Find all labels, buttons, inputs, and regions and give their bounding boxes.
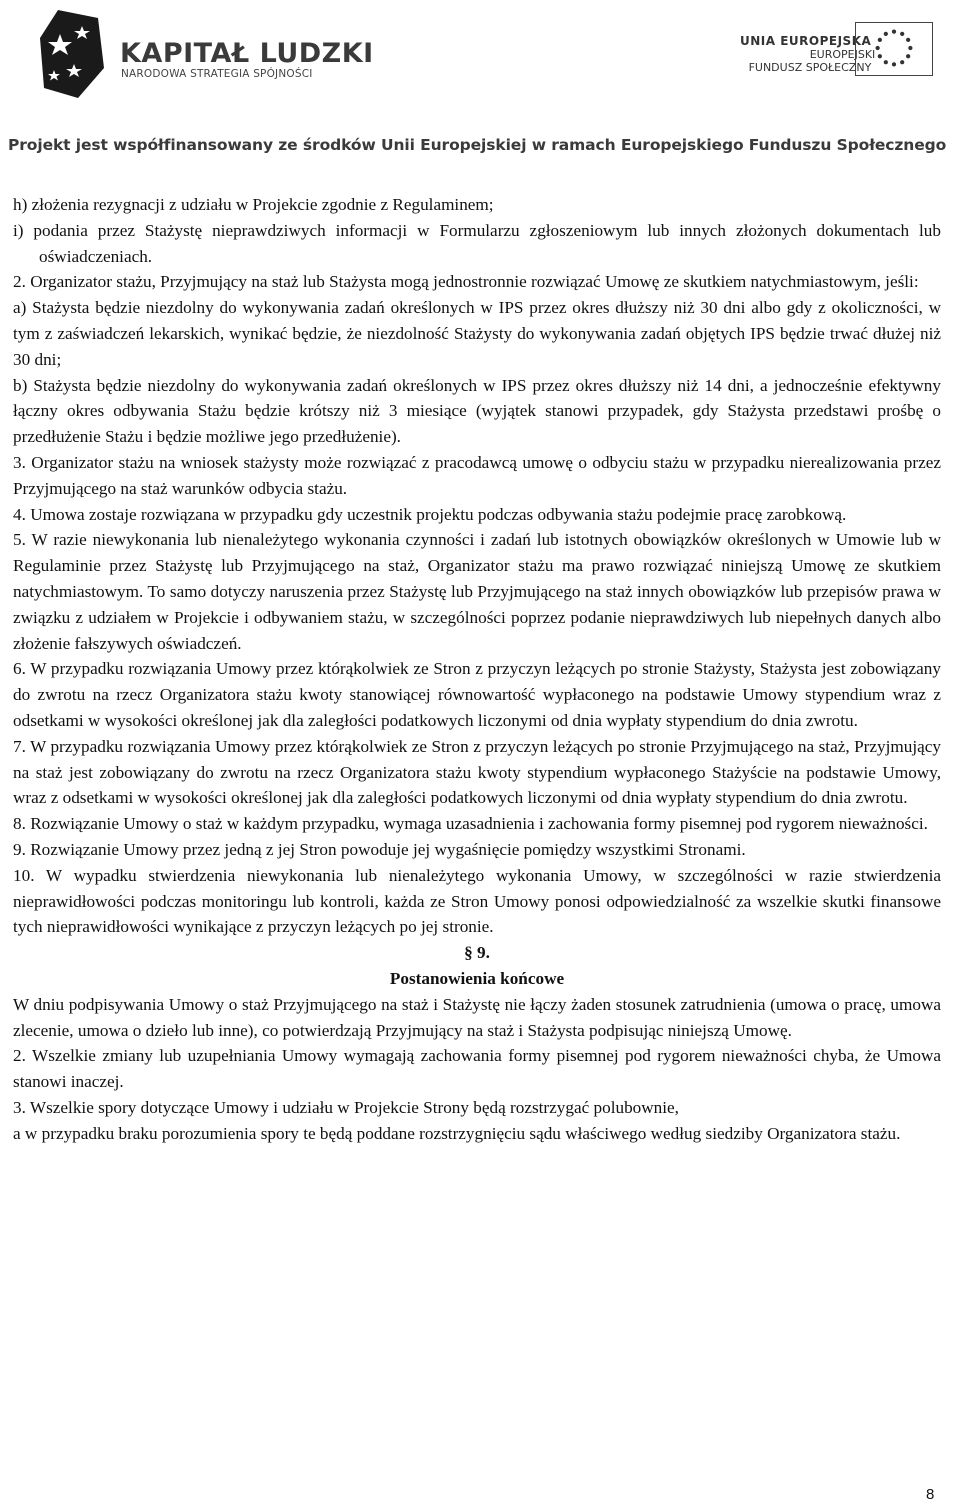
clause-2b: b) Stażysta będzie niezdolny do wykonywania zadań określonych w IPS przez okres dłuższy niż 14 dni, a jednocześnie efektywny łączny okres odbywania Stażu będzie krótszy niż 3 miesiące (wyjątek stanowi przypadek, gdy Stażysta przedstawi prośbę o przedłużenie Stażu i będzie możliwe jego przedłużenie).	[13, 375, 941, 447]
final-clause-3-line-1: 3. Wszelkie spory dotyczące Umowy i udziału w Projekcie Strony będą rozstrzygać polubownie,	[13, 1097, 679, 1117]
clause-2: 2. Organizator stażu, Przyjmujący na staż lub Stażysta mogą jednostronnie rozwiązać Umowę ze skutkiem natychmiastowym, jeśli:	[13, 272, 919, 292]
clause-8: 8. Rozwiązanie Umowy o staż w każdym przypadku, wymaga uzasadnienia i zachowania formy pisemnej pod rygorem nieważności.	[13, 814, 928, 834]
cofinancing-statement: Projekt jest współfinansowany ze środków Unii Europejskiej w ramach Europejskiego Funduszu Społecznego	[8, 136, 947, 154]
clause-10: 10. W wypadku stwierdzenia niewykonania lub nienależytego wykonania Umowy, w szczególności w razie stwierdzenia nieprawidłowości podczas monitoringu lub kontroli, każda ze Stron Umowy ponosi odpowiedzialność za wszelkie skutki finansowe tych nieprawidłowości wynikające z przyczyn leżących po jej stronie.	[13, 865, 941, 937]
eu-line-1: UNIA EUROPEJSKA	[740, 34, 872, 48]
logo-title: KAPITAŁ LUDZKI	[120, 38, 374, 69]
clause-3: 3. Organizator stażu na wniosek stażysty może rozwiązać z pracodawcą umowę o odbyciu stażu w przypadku nierealizowania przez Przyjmującego na staż warunków odbycia stażu.	[13, 452, 941, 498]
final-clause-2: 2. Wszelkie zmiany lub uzupełniania Umowy wymagają zachowania formy pisemnej pod rygorem nieważności chyba, że Umowa stanowi inaczej.	[13, 1046, 941, 1092]
kapital-ludzki-logo-icon	[38, 8, 106, 100]
section-number: § 9.	[464, 943, 490, 963]
document-body	[13, 192, 941, 1146]
document-header	[0, 0, 960, 165]
final-clause-1: W dniu podpisywania Umowy o staż Przyjmującego na staż i Stażystę nie łączy żaden stosunek zatrudnienia (umowa o pracę, umowa zlecenie, umowa o dzieło lub inne), co potwierdzają Przyjmujący na staż i Stażysta podpisując niniejszą Umowę.	[13, 994, 941, 1040]
clause-i: i) podania przez Stażystę nieprawdziwych informacji w Formularzu zgłoszeniowym lub innych złożonych dokumentach lub oświadczeniach.	[13, 220, 941, 266]
eu-label	[740, 34, 876, 74]
clause-7: 7. W przypadku rozwiązania Umowy przez którąkolwiek ze Stron z przyczyn leżących po stronie Przyjmującego na staż, Przyjmujący na staż jest zobowiązany do zwrotu na rzecz Organizatora stażu kwoty stypendium wypłaconego Stażyście na podstawie Umowy, wraz z odsetkami w wysokości określonej jak dla zaległości podatkowych liczonymi od dnia wypłaty stypendium do dnia zwrotu.	[13, 736, 941, 808]
eu-line-2: EUROPEJSKI	[809, 48, 876, 61]
final-clause-3-line-2: a w przypadku braku porozumienia spory te będą poddane rozstrzygnięciu sądu właściwego według siedziby Organizatora stażu.	[13, 1123, 901, 1143]
clause-4: 4. Umowa zostaje rozwiązana w przypadku gdy uczestnik projektu podczas odbywania stażu podejmie pracę zarobkową.	[13, 504, 847, 524]
clause-6: 6. W przypadku rozwiązania Umowy przez którąkolwiek ze Stron z przyczyn leżących po stronie Stażysty, Stażysta jest zobowiązany do zwrotu na rzecz Organizatora stażu kwoty stanowiącej równowartość wypłaconego na podstawie Umowy stypendium wraz z odsetkami w wysokości określonej jak dla zaległości podatkowych liczonymi od dnia wypłaty stypendium do dnia zwrotu.	[13, 659, 941, 730]
clause-h: h) złożenia rezygnacji z udziału w Projekcie zgodnie z Regulaminem;	[13, 195, 494, 214]
page-number: 8	[926, 1486, 935, 1503]
section-title: Postanowienia końcowe	[389, 968, 565, 988]
clause-5: 5. W razie niewykonania lub nienależytego wykonania czynności i zadań lub istotnych obowiązków określonych w Umowie lub w Regulaminie przez Stażystę lub Przyjmującego na staż, Organizator stażu ma prawo rozwiązać niniejszą Umowę ze skutkiem natychmiastowym. To samo dotyczy naruszenia przez Stażystę lub Przyjmującego na staż innych obowiązków lub przepisów prawa w związku z udziałem w Projekcie i odbywaniem stażu, w szczególności poprzez podanie nieprawdziwych lub niepełnych danych albo złożenie fałszywych oświadczeń.	[13, 530, 941, 653]
logo-subtitle: NARODOWA STRATEGIA SPÓJNOŚCI	[121, 68, 313, 80]
clause-2a: a) Stażysta będzie niezdolny do wykonywania zadań określonych w IPS przez okres dłuższy niż 30 dni albo gdy z okoliczności, w tym z zaświadczeń lekarskich, wynikać będzie, że niezdolność Stażysty do wykonywania zadań objętych IPS będzie trwać dłużej niż 30 dni;	[13, 298, 941, 369]
eu-line-3: FUNDUSZ SPOŁECZNY	[748, 61, 872, 74]
eu-flag-icon	[855, 22, 933, 76]
clause-9: 9. Rozwiązanie Umowy przez jedną z jej Stron powoduje jej wygaśnięcie pomiędzy wszystkimi Stronami.	[13, 839, 746, 859]
